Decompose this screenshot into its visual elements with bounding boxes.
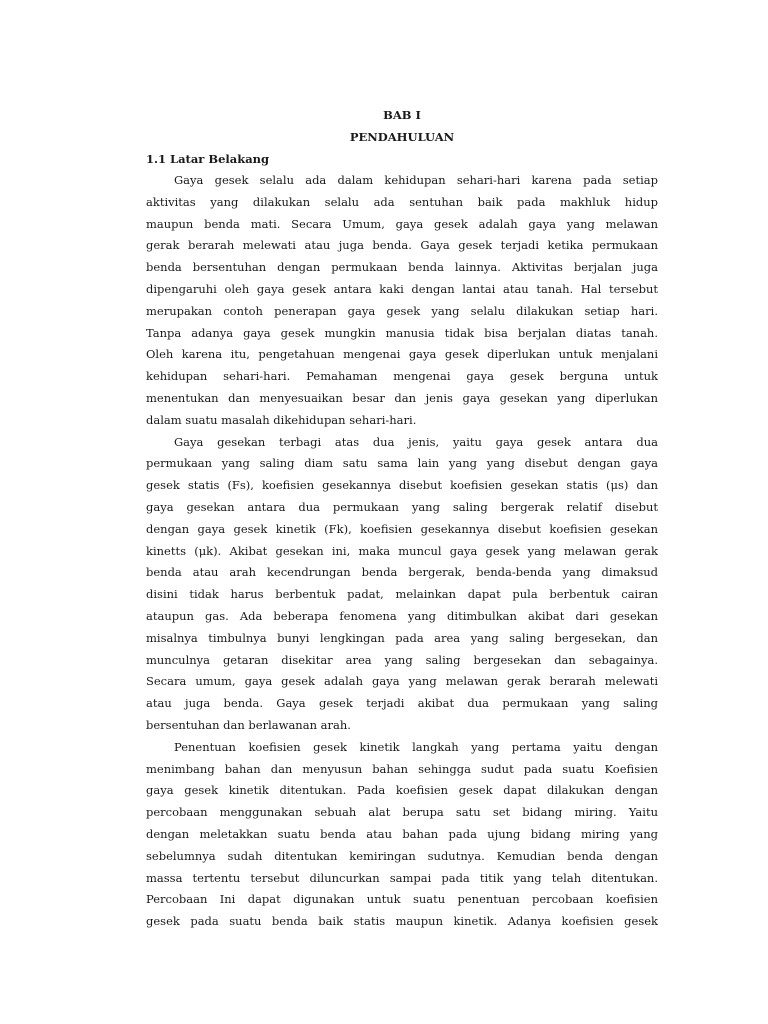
paragraph (146, 170, 658, 432)
text-line: menentukan dan menyesuaikan besar dan jenis gaya gesekan yang diperlukan (146, 390, 658, 405)
text-line: menimbang bahan dan menyusun bahan sehingga sudut pada suatu Koefisien (146, 761, 658, 776)
text-line: gaya gesekan antara dua permukaan yang saling bergerak relatif disebut (146, 499, 658, 514)
chapter-label: BAB I (383, 108, 421, 122)
text-line: gaya gesek kinetik ditentukan. Pada koefisien gesek dapat dilakukan dengan (146, 783, 658, 798)
text-line: dipengaruhi oleh gaya gesek antara kaki dengan lantai atau tanah. Hal tersebut (146, 281, 658, 296)
chapter-title: PENDAHULUAN (349, 130, 455, 144)
text-line: massa tertentu tersebut diluncurkan sampai pada titik yang telah ditentukan. (146, 870, 658, 885)
document-body (146, 104, 658, 933)
text-line: benda bersentuhan dengan permukaan benda lainnya. Aktivitas berjalan juga (146, 260, 658, 275)
text-line: sebelumnya sudah ditentukan kemiringan sudutnya. Kemudian benda dengan (146, 848, 658, 863)
text-line: percobaan menggunakan sebuah alat berupa satu set bidang miring. Yaitu (146, 805, 658, 820)
text-line: gesek statis (Fs), koefisien gesekannya disebut koefisien gesekan statis (μs) dan (146, 478, 658, 493)
text-line: kinetts (μk). Akibat gesekan ini, maka muncul gaya gesek yang melawan gerak (146, 543, 658, 558)
text-line: maupun benda mati. Secara Umum, gaya gesek adalah gaya yang melawan (146, 216, 658, 231)
text-line: Penentuan koefisien gesek kinetik langkah yang pertama yaitu dengan (174, 739, 658, 754)
text-line: Tanpa adanya gaya gesek mungkin manusia tidak bisa berjalan diatas tanah. (146, 325, 658, 340)
text-line: Percobaan Ini dapat digunakan untuk suatu penentuan percobaan koefisien (146, 892, 658, 907)
text-line: Secara umum, gaya gesek adalah gaya yang melawan gerak berarah melewati (146, 674, 658, 689)
text-line: permukaan yang saling diam satu sama lain yang yang disebut dengan gaya (146, 456, 658, 471)
paragraph (146, 737, 658, 933)
text-line: ataupun gas. Ada beberapa fenomena yang ditimbulkan akibat dari gesekan (146, 608, 658, 623)
text-line: Gaya gesek selalu ada dalam kehidupan sehari-hari karena pada setiap (174, 173, 658, 187)
text-line: kehidupan sehari-hari. Pemahaman mengenai gaya gesek berguna untuk (146, 369, 658, 384)
text-line: merupakan contoh penerapan gaya gesek yang selalu dilakukan setiap hari. (146, 303, 658, 318)
text-line: disini tidak harus berbentuk padat, melainkan dapat pula berbentuk cairan (146, 587, 658, 602)
text-line: benda atau arah kecendrungan benda bergerak, benda-benda yang dimaksud (146, 565, 658, 580)
text-line: Gaya gesekan terbagi atas dua jenis, yaitu gaya gesek antara dua (174, 434, 658, 449)
text-line: misalnya timbulnya bunyi lengkingan pada area yang saling bergesekan, dan (146, 630, 658, 645)
text-line: munculnya getaran disekitar area yang saling bergesekan dan sebagainya. (146, 652, 658, 667)
text-line: dengan gaya gesek kinetik (Fk), koefisien gesekannya disebut koefisien gesekan (146, 521, 658, 536)
text-line: dalam suatu masalah dikehidupan sehari-hari. (146, 412, 417, 427)
text-line: bersentuhan dan berlawanan arah. (146, 717, 351, 732)
paragraph (146, 432, 658, 737)
text-line: Oleh karena itu, pengetahuan mengenai gaya gesek diperlukan untuk menjalani (146, 347, 658, 362)
text-line: atau juga benda. Gaya gesek terjadi akibat dua permukaan yang saling (146, 696, 658, 711)
text-line: dengan meletakkan suatu benda atau bahan pada ujung bidang miring yang (146, 826, 658, 841)
text-line: aktivitas yang dilakukan selalu ada sentuhan baik pada makhluk hidup (146, 194, 658, 209)
section-heading: 1.1 Latar Belakang (146, 152, 270, 166)
text-line: gesek pada suatu benda baik statis maupun kinetik. Adanya koefisien gesek (146, 914, 658, 929)
text-line: gerak berarah melewati atau juga benda. Gaya gesek terjadi ketika permukaan (146, 238, 658, 253)
